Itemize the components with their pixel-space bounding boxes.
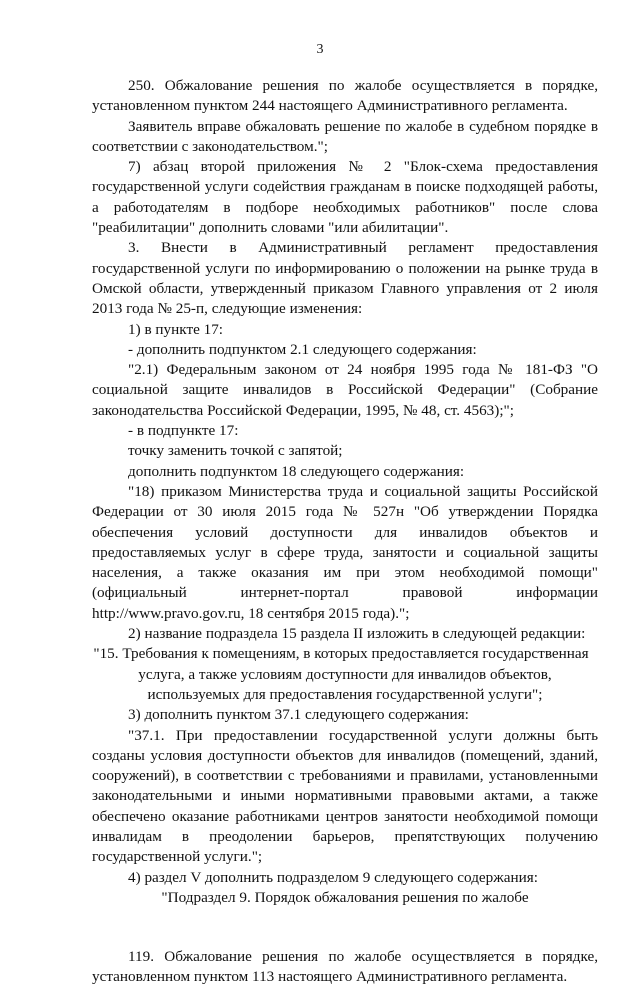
paragraph-37-1-text: "37.1. При предоставлении государственной услуги должны быть созданы условия доступности объектов для инвалидов (помещений, зданий, сооружений), в соответствии с требованиями и правилами, установленными законодательными и иными нормативными правовыми актами, а также обеспечено оказание работниками центров занятости необходимой помощи инвалидам в преодолении барьеров, препятствующих получению государственной услуги."; xyxy=(92,726,598,866)
paragraph-replace-dot: точку заменить точкой с запятой; xyxy=(128,442,343,460)
paragraph-item-3: 3. Внести в Административный регламент предоставления государственной услуги по информированию о положении на рынке труда в Омской области, утвержденный приказом Главного управления от 2 июля 2013 года № 25-п, следующие изменения: xyxy=(92,239,598,318)
paragraph-item-3-add-37-1: 3) дополнить пунктом 37.1 следующего содержания: xyxy=(128,706,469,724)
paragraph-item-2: 2) название подраздела 15 раздела II изложить в следующей редакции: xyxy=(128,625,586,643)
paragraph-point-17: 1) в пункте 17: xyxy=(128,320,224,338)
paragraph-18-text: "18) приказом Министерства труда и социальной защиты Российской Федерации от 30 июля 2015 года № 527н "Об утверждении Порядка обеспечения условий доступности для инвалидов объектов и предоставляемых услуг в сфере труда, занятости и социальной защиты населения, а также оказания им при этом необходимой помощи" (официальный интернет-портал правовой информации http://www.pravo.gov.ru, 18 сентября 2015 года)."; xyxy=(92,482,598,622)
paragraph-2-1-text: "2.1) Федеральным законом от 24 ноября 1995 года № 181-ФЗ "О социальной защите инвалидов в Российской Федерации" (Собрание законодательства Российской Федерации, 1995, № 48, ст. 4563);"; xyxy=(92,361,598,419)
paragraph-subpoint-17: - в подпункте 17: xyxy=(128,422,239,440)
paragraph-item-4: 4) раздел V дополнить подразделом 9 следующего содержания: xyxy=(128,868,538,886)
paragraph-119: 119. Обжалование решения по жалобе осуществляется в порядке, установленном пунктом 113 настоящего Административного регламента. xyxy=(92,948,598,986)
paragraph-add-2-1: - дополнить подпунктом 2.1 следующего содержания: xyxy=(128,340,477,358)
paragraph-item-7: 7) абзац второй приложения № 2 "Блок-схема предоставления государственной услуги содействия гражданам в поиске подходящей работы, а работодателям в подборе необходимых работников" после слова "реабилитации" дополнить словами "или абилитации". xyxy=(92,158,598,237)
page-number: 3 xyxy=(316,42,324,57)
subsection-15-heading-line-3: используемых для предоставления государственной услуги"; xyxy=(147,685,543,703)
document-body xyxy=(92,76,598,988)
subsection-15-heading-line-2: услуга, а также условиям доступности для инвалидов объектов, xyxy=(138,665,552,683)
paragraph-court-appeal: Заявитель вправе обжаловать решение по жалобе в судебном порядке в соответствии с законодательством."; xyxy=(92,117,598,155)
paragraph-add-18: дополнить подпунктом 18 следующего содержания: xyxy=(128,462,465,480)
subsection-15-heading-line-1: "15. Требования к помещениям, в которых предоставляется государственная xyxy=(93,645,589,663)
subsection-9-title: "Подраздел 9. Порядок обжалования решения по жалобе xyxy=(161,888,529,906)
paragraph-250: 250. Обжалование решения по жалобе осуществляется в порядке, установленном пунктом 244 настоящего Административного регламента. xyxy=(92,77,598,115)
vertical-spacer xyxy=(92,908,598,947)
